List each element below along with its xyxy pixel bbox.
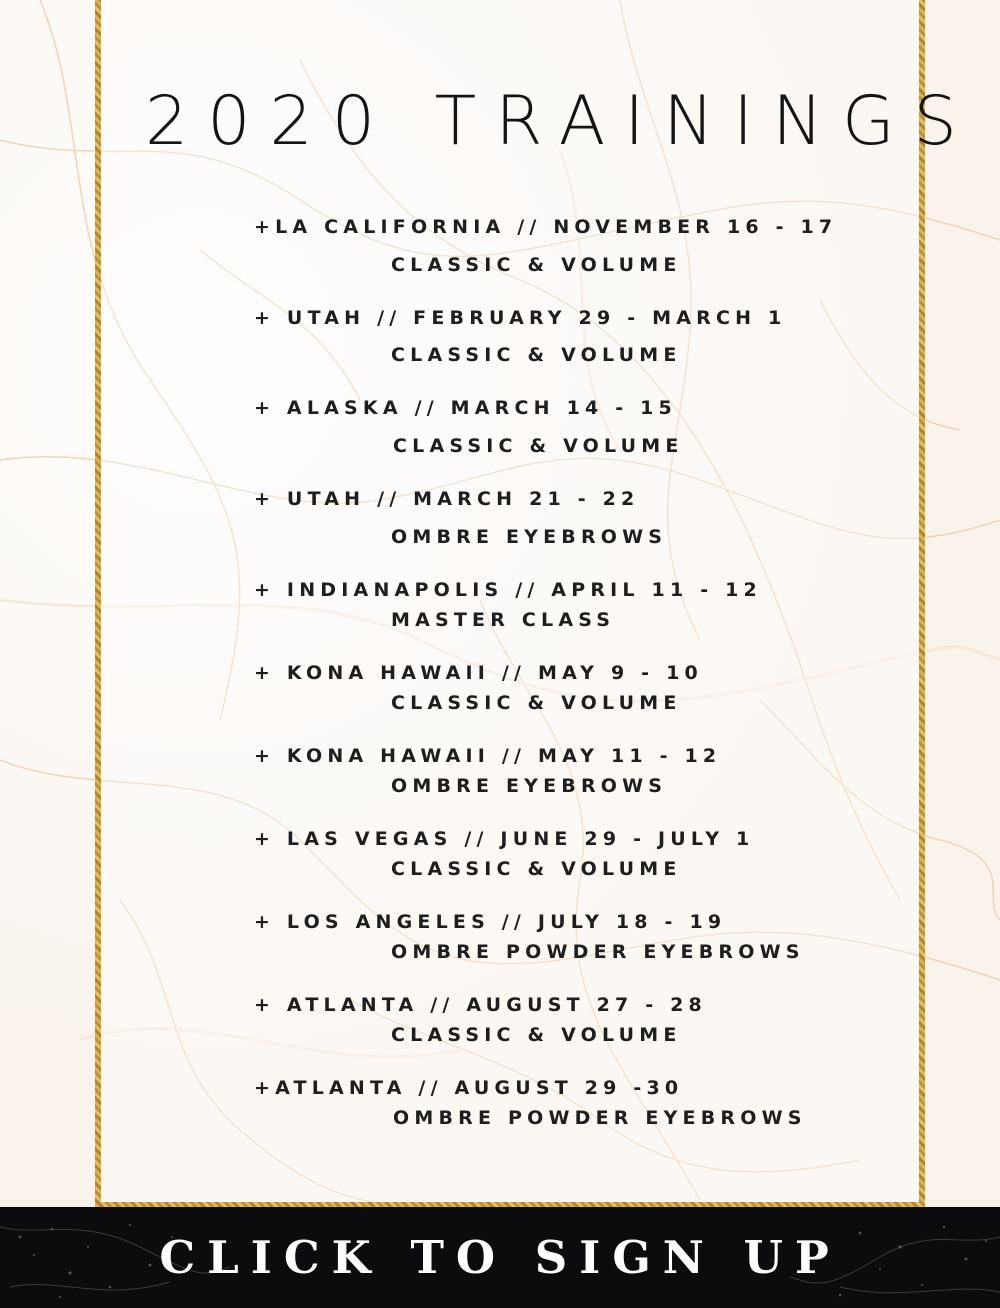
training-location-dates: + KONA HAWAII // MAY 11 - 12	[254, 745, 722, 767]
training-course: MASTER CLASS	[391, 609, 616, 631]
training-course: CLASSIC & VOLUME	[393, 435, 684, 457]
training-location-dates: + ALASKA // MARCH 14 - 15	[254, 397, 677, 419]
training-location-dates: + UTAH // FEBRUARY 29 - MARCH 1	[254, 307, 787, 329]
training-course: CLASSIC & VOLUME	[391, 692, 682, 714]
training-location-dates: +LA CALIFORNIA // NOVEMBER 16 - 17	[254, 216, 838, 238]
sign-up-button[interactable]	[0, 1207, 1000, 1308]
training-course: OMBRE POWDER EYEBROWS	[393, 1107, 807, 1129]
training-course: CLASSIC & VOLUME	[391, 344, 682, 366]
training-location-dates: + LAS VEGAS // JUNE 29 - JULY 1	[254, 828, 755, 850]
training-location-dates: +ATLANTA // AUGUST 29 -30	[254, 1077, 684, 1099]
training-location-dates: + UTAH // MARCH 21 - 22	[254, 488, 640, 510]
training-location-dates: + INDIANAPOLIS // APRIL 11 - 12	[254, 579, 762, 601]
training-location-dates: + KONA HAWAII // MAY 9 - 10	[254, 662, 703, 684]
sign-up-label: CLICK TO SIGN UP	[159, 1231, 841, 1284]
training-course: CLASSIC & VOLUME	[391, 254, 682, 276]
training-course: CLASSIC & VOLUME	[391, 858, 682, 880]
training-course: OMBRE POWDER EYEBROWS	[391, 941, 805, 963]
training-course: OMBRE EYEBROWS	[391, 775, 668, 797]
training-location-dates: + ATLANTA // AUGUST 27 - 28	[254, 994, 707, 1016]
training-location-dates: + LOS ANGELES // JULY 18 - 19	[254, 911, 727, 933]
training-course: OMBRE EYEBROWS	[391, 526, 668, 548]
training-course: CLASSIC & VOLUME	[391, 1024, 682, 1046]
page-title: 2020 TRAININGS	[145, 82, 976, 161]
